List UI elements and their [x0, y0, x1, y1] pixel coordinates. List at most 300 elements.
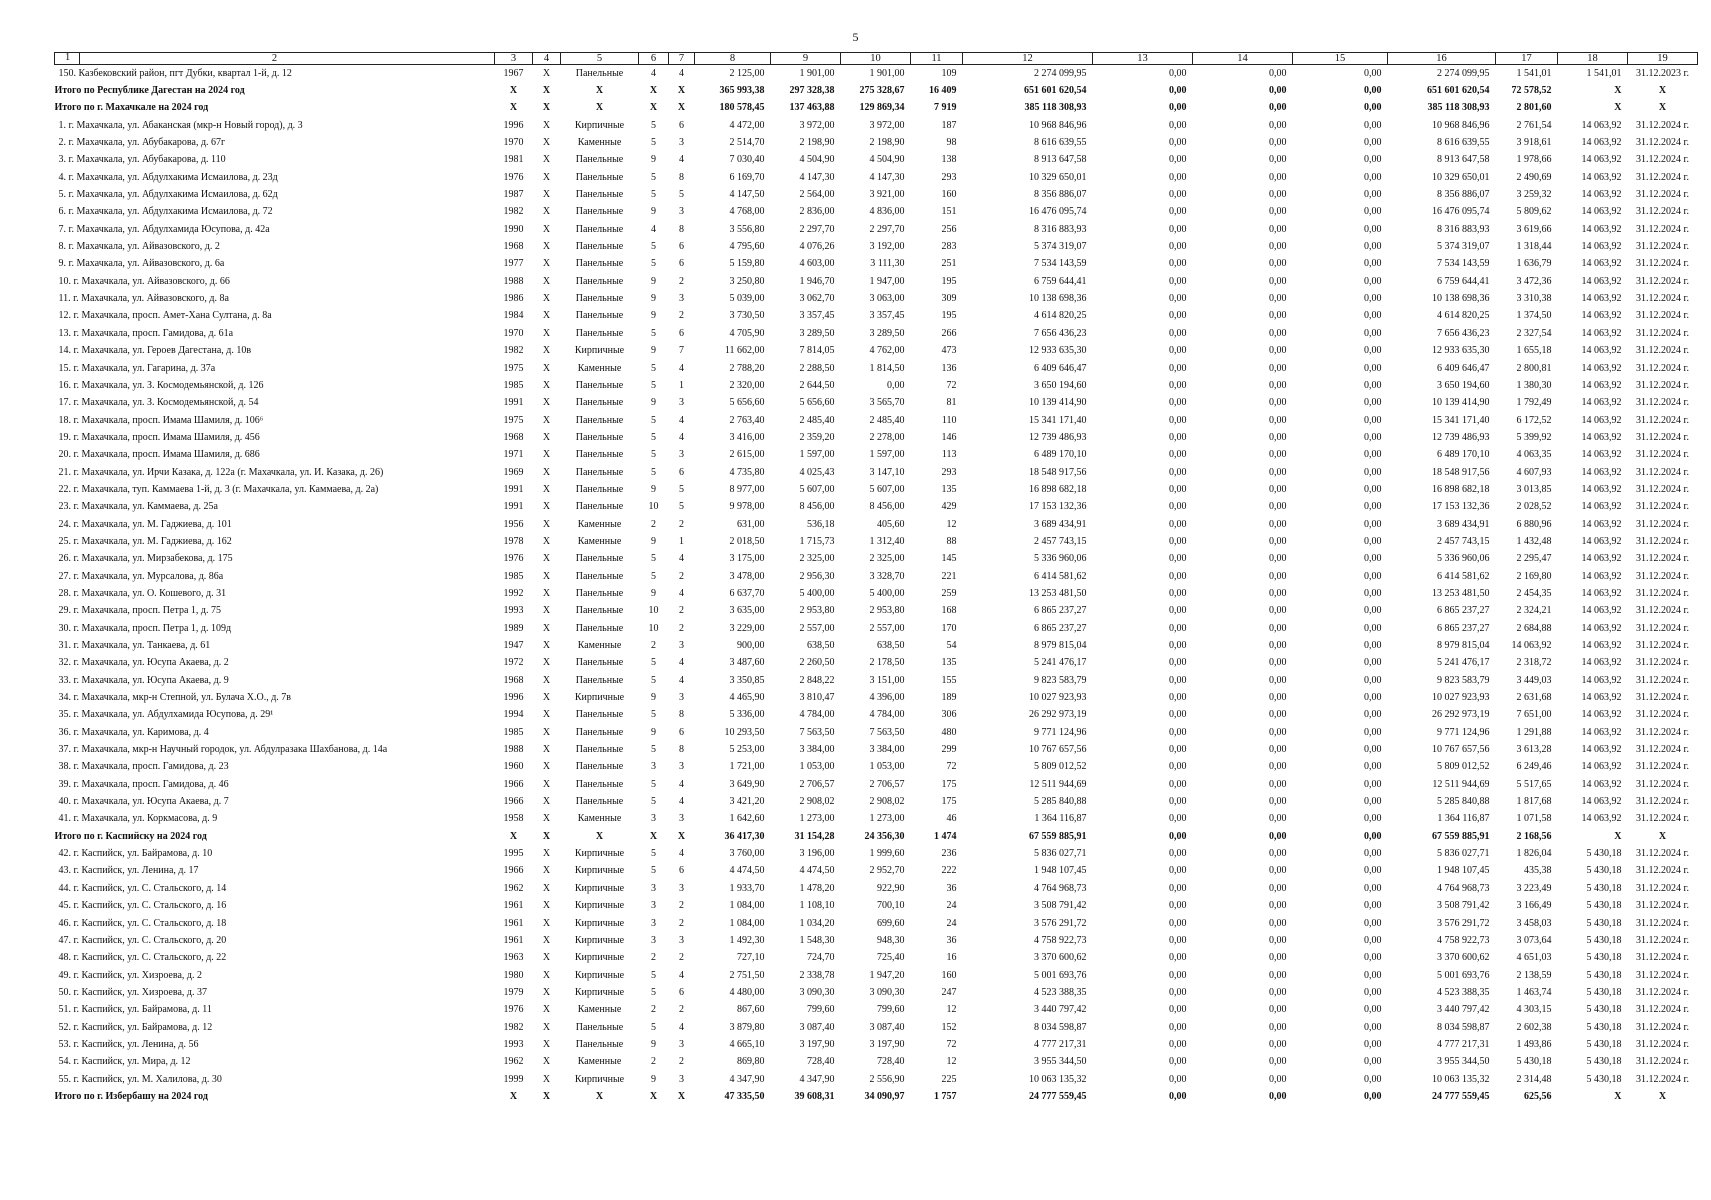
table-cell: 1961 — [503, 900, 524, 912]
table-cell: 31.12.2024 г. — [1636, 726, 1689, 738]
table-cell: 1982 — [503, 1021, 524, 1033]
table-cell: 5 — [651, 431, 656, 443]
table-cell: 5 — [651, 778, 656, 790]
table-cell: 12 — [946, 518, 957, 530]
table-cell: 0,00 — [1364, 171, 1382, 183]
table-cell: 0,00 — [1364, 1004, 1382, 1016]
column-number-cell: 12 — [963, 53, 1093, 65]
table-cell: 14 063,92 — [1581, 483, 1622, 495]
table-cell: 0,00 — [1169, 414, 1187, 426]
table-cell: 0,00 — [1169, 813, 1187, 825]
table-cell: 1966 — [503, 796, 524, 808]
table-cell: 16 — [946, 952, 957, 964]
table-cell: 8 456,00 — [799, 501, 835, 513]
table-cell: 3 576 291,72 — [1034, 917, 1087, 929]
table-cell: 3 357,45 — [869, 310, 905, 322]
table-cell: 0,00 — [1269, 952, 1287, 964]
table-cell: 67 559 885,91 — [1432, 830, 1490, 842]
table-cell: 195 — [941, 310, 957, 322]
table-cell: 0,00 — [1364, 865, 1382, 877]
address-cell: 8. г. Махачкала, ул. Айвазовского, д. 2 — [58, 241, 220, 253]
table-cell: 0,00 — [1364, 622, 1382, 634]
table-cell: 7 — [679, 345, 684, 357]
table-cell: 5 001 693,76 — [1437, 969, 1490, 981]
table-cell: X — [542, 85, 551, 97]
table-row — [55, 1002, 1698, 1019]
table-cell: X — [677, 85, 686, 97]
table-row — [55, 915, 1698, 932]
table-cell: 5 430,18 — [1586, 934, 1622, 946]
table-cell: Панельные — [575, 310, 624, 322]
table-cell: 2 952,70 — [869, 865, 905, 877]
table-cell: 4 465,90 — [729, 692, 765, 704]
table-cell: 136 — [941, 362, 957, 374]
table-cell: 31 154,28 — [794, 830, 835, 842]
table-cell: 9 — [651, 535, 656, 547]
table-row — [55, 620, 1698, 637]
table-cell: 3 — [679, 1038, 684, 1050]
table-cell: 0,00 — [1169, 189, 1187, 201]
table-cell: Кирпичные — [574, 692, 625, 704]
table-cell: 3 918,61 — [1516, 137, 1552, 149]
table-row — [55, 603, 1698, 620]
table-cell: 5 336 960,06 — [1437, 553, 1490, 565]
table-cell: 5 253,00 — [729, 744, 765, 756]
table-cell: X — [542, 327, 551, 339]
table-cell: 0,00 — [1364, 431, 1382, 443]
table-cell: 0,00 — [1364, 830, 1382, 842]
table-cell: 3 062,70 — [799, 293, 835, 305]
table-cell: 31.12.2024 г. — [1636, 986, 1689, 998]
table-cell: X — [542, 692, 551, 704]
table-cell: 3 421,20 — [729, 796, 765, 808]
table-row — [55, 967, 1698, 984]
table-cell: 0,00 — [1269, 1073, 1287, 1085]
table-cell: 175 — [941, 796, 957, 808]
table-cell: 14 063,92 — [1581, 345, 1622, 357]
table-cell: Панельные — [575, 258, 624, 270]
table-cell: 0,00 — [1364, 570, 1382, 582]
table-cell: 0,00 — [1269, 553, 1287, 565]
table-cell: 10 139 414,90 — [1029, 397, 1087, 409]
table-cell: 31.12.2024 г. — [1636, 362, 1689, 374]
table-cell: 31.12.2024 г. — [1636, 466, 1689, 478]
table-cell: 135 — [941, 483, 957, 495]
table-cell: 0,00 — [1269, 501, 1287, 513]
table-row — [55, 290, 1698, 307]
table-cell: 0,00 — [1269, 813, 1287, 825]
table-cell: 0,00 — [1364, 882, 1382, 894]
table-cell: 3 — [679, 293, 684, 305]
table-cell: 1971 — [503, 449, 524, 461]
table-cell: 1995 — [503, 848, 524, 860]
table-cell: 14 063,92 — [1581, 171, 1622, 183]
table-row — [55, 169, 1698, 186]
table-cell: X — [542, 379, 551, 391]
table-cell: 0,00 — [1269, 206, 1287, 218]
table-cell: 12 511 944,69 — [1029, 778, 1087, 790]
table-cell: 0,00 — [1169, 969, 1187, 981]
subtotal-label: Итого по г. Махачкале на 2024 год — [54, 102, 209, 114]
table-cell: 2 — [679, 518, 684, 530]
table-cell: 1969 — [503, 466, 524, 478]
address-cell: 21. г. Махачкала, ул. Ирчи Казака, д. 122а (г. Махачкала, ул. И. Казака, д. 26) — [58, 466, 384, 478]
table-cell: Кирпичные — [574, 865, 625, 877]
table-cell: 1956 — [503, 518, 524, 530]
table-cell: 3 111,30 — [870, 258, 905, 270]
table-cell: 9 — [651, 1038, 656, 1050]
table-cell: 14 063,92 — [1581, 796, 1622, 808]
table-cell: 0,00 — [1269, 449, 1287, 461]
table-cell: 1968 — [503, 674, 524, 686]
table-cell: 306 — [941, 709, 957, 721]
table-cell: 14 063,92 — [1581, 553, 1622, 565]
table-cell: 31.12.2024 г. — [1636, 414, 1689, 426]
table-cell: 151 — [941, 206, 957, 218]
table-cell: 5 374 319,07 — [1437, 241, 1490, 253]
table-cell: 3 350,85 — [729, 674, 765, 686]
table-cell: 2 956,30 — [799, 570, 835, 582]
table-cell: 31.12.2024 г. — [1636, 640, 1689, 652]
table-cell: 4 — [679, 431, 684, 443]
table-cell: 0,00 — [1169, 865, 1187, 877]
address-cell: 12. г. Махачкала, просп. Амет-Хана Султана, д. 8а — [58, 310, 272, 322]
table-cell: 2 198,90 — [799, 137, 835, 149]
table-cell: 5 — [679, 189, 684, 201]
table-cell: 0,00 — [1269, 657, 1287, 669]
table-cell: 13 253 481,50 — [1432, 587, 1490, 599]
table-cell: 36 — [946, 882, 957, 894]
table-cell: X — [542, 726, 551, 738]
table-cell: 651 601 620,54 — [1024, 85, 1087, 97]
table-cell: 5 001 693,76 — [1034, 969, 1087, 981]
table-cell: 0,00 — [1364, 414, 1382, 426]
table-cell: 0,00 — [1364, 1056, 1382, 1068]
table-cell: 14 063,92 — [1581, 431, 1622, 443]
table-cell: 0,00 — [1269, 310, 1287, 322]
table-cell: 31.12.2024 г. — [1636, 1038, 1689, 1050]
table-cell: 14 063,92 — [1511, 640, 1552, 652]
table-cell: X — [542, 605, 551, 617]
table-cell: 34 090,97 — [864, 1090, 905, 1102]
table-cell: 1966 — [503, 865, 524, 877]
table-cell: 0,00 — [1169, 154, 1187, 166]
table-cell: 9 — [651, 345, 656, 357]
table-cell: 2 836,00 — [799, 206, 835, 218]
table-cell: 10 329 650,01 — [1029, 171, 1087, 183]
table-cell: 14 063,92 — [1581, 189, 1622, 201]
table-cell: 31.12.2024 г. — [1636, 744, 1689, 756]
table-cell: Кирпичные — [574, 969, 625, 981]
table-cell: 5 836 027,71 — [1437, 848, 1490, 860]
table-cell: 867,60 — [737, 1004, 765, 1016]
table-cell: 145 — [941, 553, 957, 565]
table-cell: 0,00 — [1269, 67, 1287, 79]
table-cell: 1 597,00 — [799, 449, 835, 461]
column-number-cell: 8 — [695, 53, 771, 65]
table-cell: 0,00 — [1269, 622, 1287, 634]
table-cell: 2 557,00 — [799, 622, 835, 634]
table-cell: Кирпичные — [574, 848, 625, 860]
address-cell: 17. г. Махачкала, ул. З. Космодемьянской, д. 54 — [58, 397, 259, 409]
table-cell: 10 138 698,36 — [1432, 293, 1490, 305]
table-cell: 8 913 647,58 — [1437, 154, 1490, 166]
table-cell: 4 735,80 — [729, 466, 765, 478]
table-cell: 625,56 — [1524, 1090, 1552, 1102]
table-cell: 5 430,18 — [1516, 1056, 1552, 1068]
table-cell: Панельные — [575, 189, 624, 201]
table-cell: 4 777 217,31 — [1034, 1038, 1087, 1050]
table-cell: 4 — [679, 674, 684, 686]
table-cell: 31.12.2024 г. — [1636, 137, 1689, 149]
table-cell: 1988 — [503, 275, 524, 287]
table-cell: 1980 — [503, 969, 524, 981]
table-cell: 0,00 — [1169, 726, 1187, 738]
table-cell: 6 — [679, 986, 684, 998]
table-cell: 4 472,00 — [729, 119, 765, 131]
table-cell: 0,00 — [1364, 379, 1382, 391]
table-cell: 1996 — [503, 692, 524, 704]
table-cell: 5 430,18 — [1586, 1021, 1622, 1033]
table-cell: 2 485,40 — [869, 414, 905, 426]
table-row — [55, 1071, 1698, 1088]
table-cell: 54 — [946, 640, 957, 652]
table-cell: 0,00 — [887, 379, 905, 391]
table-cell: 0,00 — [1269, 796, 1287, 808]
table-cell: 2 — [651, 1004, 656, 1016]
table-cell: 9 — [651, 1073, 656, 1085]
table-cell: 2 485,40 — [799, 414, 835, 426]
table-cell: X — [509, 1090, 518, 1102]
table-cell: 0,00 — [1269, 761, 1287, 773]
table-row — [55, 499, 1698, 516]
address-cell: 36. г. Махачкала, ул. Каримова, д. 4 — [58, 726, 209, 738]
table-cell: 0,00 — [1269, 223, 1287, 235]
table-cell: 31.12.2024 г. — [1636, 952, 1689, 964]
table-cell: 1982 — [503, 345, 524, 357]
table-cell: Кирпичные — [574, 917, 625, 929]
table-cell: 0,00 — [1169, 449, 1187, 461]
table-row — [55, 1036, 1698, 1053]
table-cell: 1 792,49 — [1516, 397, 1552, 409]
table-cell: 0,00 — [1169, 796, 1187, 808]
table-cell: 3 921,00 — [869, 189, 905, 201]
table-cell: 0,00 — [1169, 1038, 1187, 1050]
table-cell: 5 430,18 — [1586, 1038, 1622, 1050]
table-cell: 799,60 — [877, 1004, 905, 1016]
table-cell: 0,00 — [1364, 258, 1382, 270]
table-cell: 31.12.2024 г. — [1636, 206, 1689, 218]
table-cell: 5 430,18 — [1586, 969, 1622, 981]
table-cell: 4 — [651, 223, 656, 235]
table-cell: 1 034,20 — [799, 917, 835, 929]
table-cell: 5 400,00 — [869, 587, 905, 599]
table-cell: 247 — [941, 986, 957, 998]
table-cell: 0,00 — [1364, 1090, 1382, 1102]
table-cell: X — [542, 1021, 551, 1033]
table-cell: X — [542, 431, 551, 443]
table-cell: 3 955 344,50 — [1437, 1056, 1490, 1068]
table-cell: 5 809 012,52 — [1034, 761, 1087, 773]
table-cell: 16 898 682,18 — [1029, 483, 1087, 495]
table-cell: 5 — [651, 986, 656, 998]
table-cell: 2 288,50 — [799, 362, 835, 374]
table-cell: 1 636,79 — [1516, 258, 1552, 270]
table-cell: 5 159,80 — [729, 258, 765, 270]
table-cell: 1961 — [503, 934, 524, 946]
table-cell: Панельные — [575, 796, 624, 808]
table-cell: X — [1658, 85, 1667, 97]
table-cell: X — [542, 310, 551, 322]
table-cell: 14 063,92 — [1581, 154, 1622, 166]
table-cell: 3 — [679, 397, 684, 409]
subtotal-row — [55, 828, 1698, 845]
table-cell: 1987 — [503, 189, 524, 201]
table-cell: X — [542, 258, 551, 270]
table-cell: X — [542, 587, 551, 599]
table-cell: 47 335,50 — [724, 1090, 765, 1102]
table-cell: 1962 — [503, 882, 524, 894]
table-cell: 4 — [679, 796, 684, 808]
table-cell: Панельные — [575, 1021, 624, 1033]
table-cell: 3 370 600,62 — [1437, 952, 1490, 964]
table-cell: X — [542, 882, 551, 894]
table-cell: 1 715,73 — [799, 535, 835, 547]
table-cell: 1 478,20 — [799, 882, 835, 894]
table-cell: X — [542, 813, 551, 825]
table-cell: 3 — [651, 917, 656, 929]
table-row — [55, 568, 1698, 585]
table-cell: 0,00 — [1364, 206, 1382, 218]
table-cell: 7 030,40 — [729, 154, 765, 166]
table-cell: 700,10 — [877, 900, 905, 912]
table-cell: 1975 — [503, 414, 524, 426]
table-cell: 17 153 132,36 — [1432, 501, 1490, 513]
table-row — [55, 759, 1698, 776]
table-row — [55, 325, 1698, 342]
table-cell: 31.12.2024 г. — [1636, 587, 1689, 599]
table-row — [55, 256, 1698, 273]
table-cell: 1993 — [503, 605, 524, 617]
address-cell: 25. г. Махачкала, ул. М. Гаджиева, д. 162 — [58, 535, 232, 547]
table-cell: 429 — [941, 501, 957, 513]
address-cell: 45. г. Каспийск, ул. С. Стальского, д. 16 — [58, 900, 227, 912]
table-cell: 385 118 308,93 — [1427, 102, 1490, 114]
table-cell: 7 919 — [934, 102, 957, 114]
table-cell: 4 523 388,35 — [1034, 986, 1087, 998]
address-cell: 35. г. Махачкала, ул. Абдулхамида Юсупова, д. 29¹ — [58, 709, 274, 721]
table-cell: 31.12.2024 г. — [1636, 293, 1689, 305]
table-cell: Панельные — [575, 327, 624, 339]
table-cell: 2 644,50 — [799, 379, 835, 391]
table-cell: 4 303,15 — [1516, 1004, 1552, 1016]
table-cell: 0,00 — [1364, 397, 1382, 409]
table-cell: 5 430,18 — [1586, 986, 1622, 998]
address-cell: 10. г. Махачкала, ул. Айвазовского, д. 66 — [58, 275, 230, 287]
table-cell: 1991 — [503, 483, 524, 495]
address-cell: 34. г. Махачкала, мкр-н Степной, ул. Булача Х.О., д. 7в — [58, 692, 292, 704]
table-cell: 4 — [679, 1021, 684, 1033]
address-cell: 29. г. Махачкала, просп. Петра 1, д. 75 — [58, 605, 221, 617]
table-cell: 4 347,90 — [729, 1073, 765, 1085]
table-cell: 1985 — [503, 379, 524, 391]
table-cell: 405,60 — [877, 518, 905, 530]
table-cell: 9 823 583,79 — [1034, 674, 1087, 686]
table-cell: 293 — [941, 466, 957, 478]
table-cell: 3 328,70 — [869, 570, 905, 582]
table-cell: 3 166,49 — [1516, 900, 1552, 912]
table-cell: 0,00 — [1364, 119, 1382, 131]
table-cell: X — [542, 1090, 551, 1102]
table-cell: 195 — [941, 275, 957, 287]
table-cell: 5 039,00 — [729, 293, 765, 305]
address-cell: 22. г. Махачкала, туп. Каммаева 1-й, д. 3 (г. Махачкала, ул. Каммаева, д. 2а) — [58, 483, 379, 495]
table-cell: 18 548 917,56 — [1432, 466, 1490, 478]
table-cell: 3 — [651, 761, 656, 773]
table-cell: 4 764 968,73 — [1034, 882, 1087, 894]
table-row — [55, 932, 1698, 949]
table-cell: 3 879,80 — [729, 1021, 765, 1033]
address-cell: 15. г. Махачкала, ул. Гагарина, д. 37а — [58, 362, 216, 374]
table-cell: 0,00 — [1364, 726, 1382, 738]
table-cell: X — [649, 1090, 658, 1102]
table-cell: 189 — [941, 692, 957, 704]
table-cell: X — [542, 189, 551, 201]
cell-with-note — [841, 65, 911, 83]
table-cell: 1 084,00 — [729, 917, 765, 929]
table-cell: 948,30 — [877, 934, 905, 946]
table-cell: 1 071,58 — [1516, 813, 1552, 825]
table-cell: 1968 — [503, 431, 524, 443]
table-cell: Кирпичные — [574, 119, 625, 131]
table-cell: 31.12.2024 г. — [1636, 848, 1689, 860]
table-cell: 0,00 — [1169, 397, 1187, 409]
table-cell: 3 197,90 — [799, 1038, 835, 1050]
address-cell: 30. г. Махачкала, просп. Петра 1, д. 109д — [58, 622, 232, 634]
table-cell: 8 — [679, 171, 684, 183]
table-cell: 10 — [648, 605, 659, 617]
table-cell: 5 — [651, 258, 656, 270]
table-cell: 2 800,81 — [1516, 362, 1552, 374]
table-cell: 14 063,92 — [1581, 310, 1622, 322]
table-cell: 2 169,80 — [1516, 570, 1552, 582]
table-cell: 922,90 — [877, 882, 905, 894]
address-cell: 31. г. Махачкала, ул. Танкаева, д. 61 — [58, 640, 211, 652]
table-cell: X — [542, 535, 551, 547]
table-cell: 0,00 — [1269, 882, 1287, 894]
table-cell: 1 463,74 — [1516, 986, 1552, 998]
column-number-cell: 16 — [1388, 53, 1496, 65]
table-cell: 0,00 — [1169, 778, 1187, 790]
table-row — [55, 377, 1698, 394]
table-cell: 3 250,80 — [729, 275, 765, 287]
table-cell: 146 — [941, 431, 957, 443]
table-cell: 36 417,30 — [724, 830, 765, 842]
table-cell: 24 — [946, 917, 957, 929]
table-cell: Панельные — [575, 587, 624, 599]
table-cell: 31.12.2024 г. — [1636, 934, 1689, 946]
table-cell: 0,00 — [1169, 1090, 1187, 1102]
address-cell: 32. г. Махачкала, ул. Юсупа Акаева, д. 2 — [58, 657, 229, 669]
table-cell: 9 — [651, 275, 656, 287]
table-cell: 31.12.2024 г. — [1636, 518, 1689, 530]
table-cell: 3 147,10 — [869, 466, 905, 478]
table-cell: 12 933 635,30 — [1432, 345, 1490, 357]
table-cell: 5 656,60 — [799, 397, 835, 409]
table-cell: 0,00 — [1269, 466, 1287, 478]
table-cell: 14 063,92 — [1581, 466, 1622, 478]
table-cell: 5 285 840,88 — [1437, 796, 1490, 808]
